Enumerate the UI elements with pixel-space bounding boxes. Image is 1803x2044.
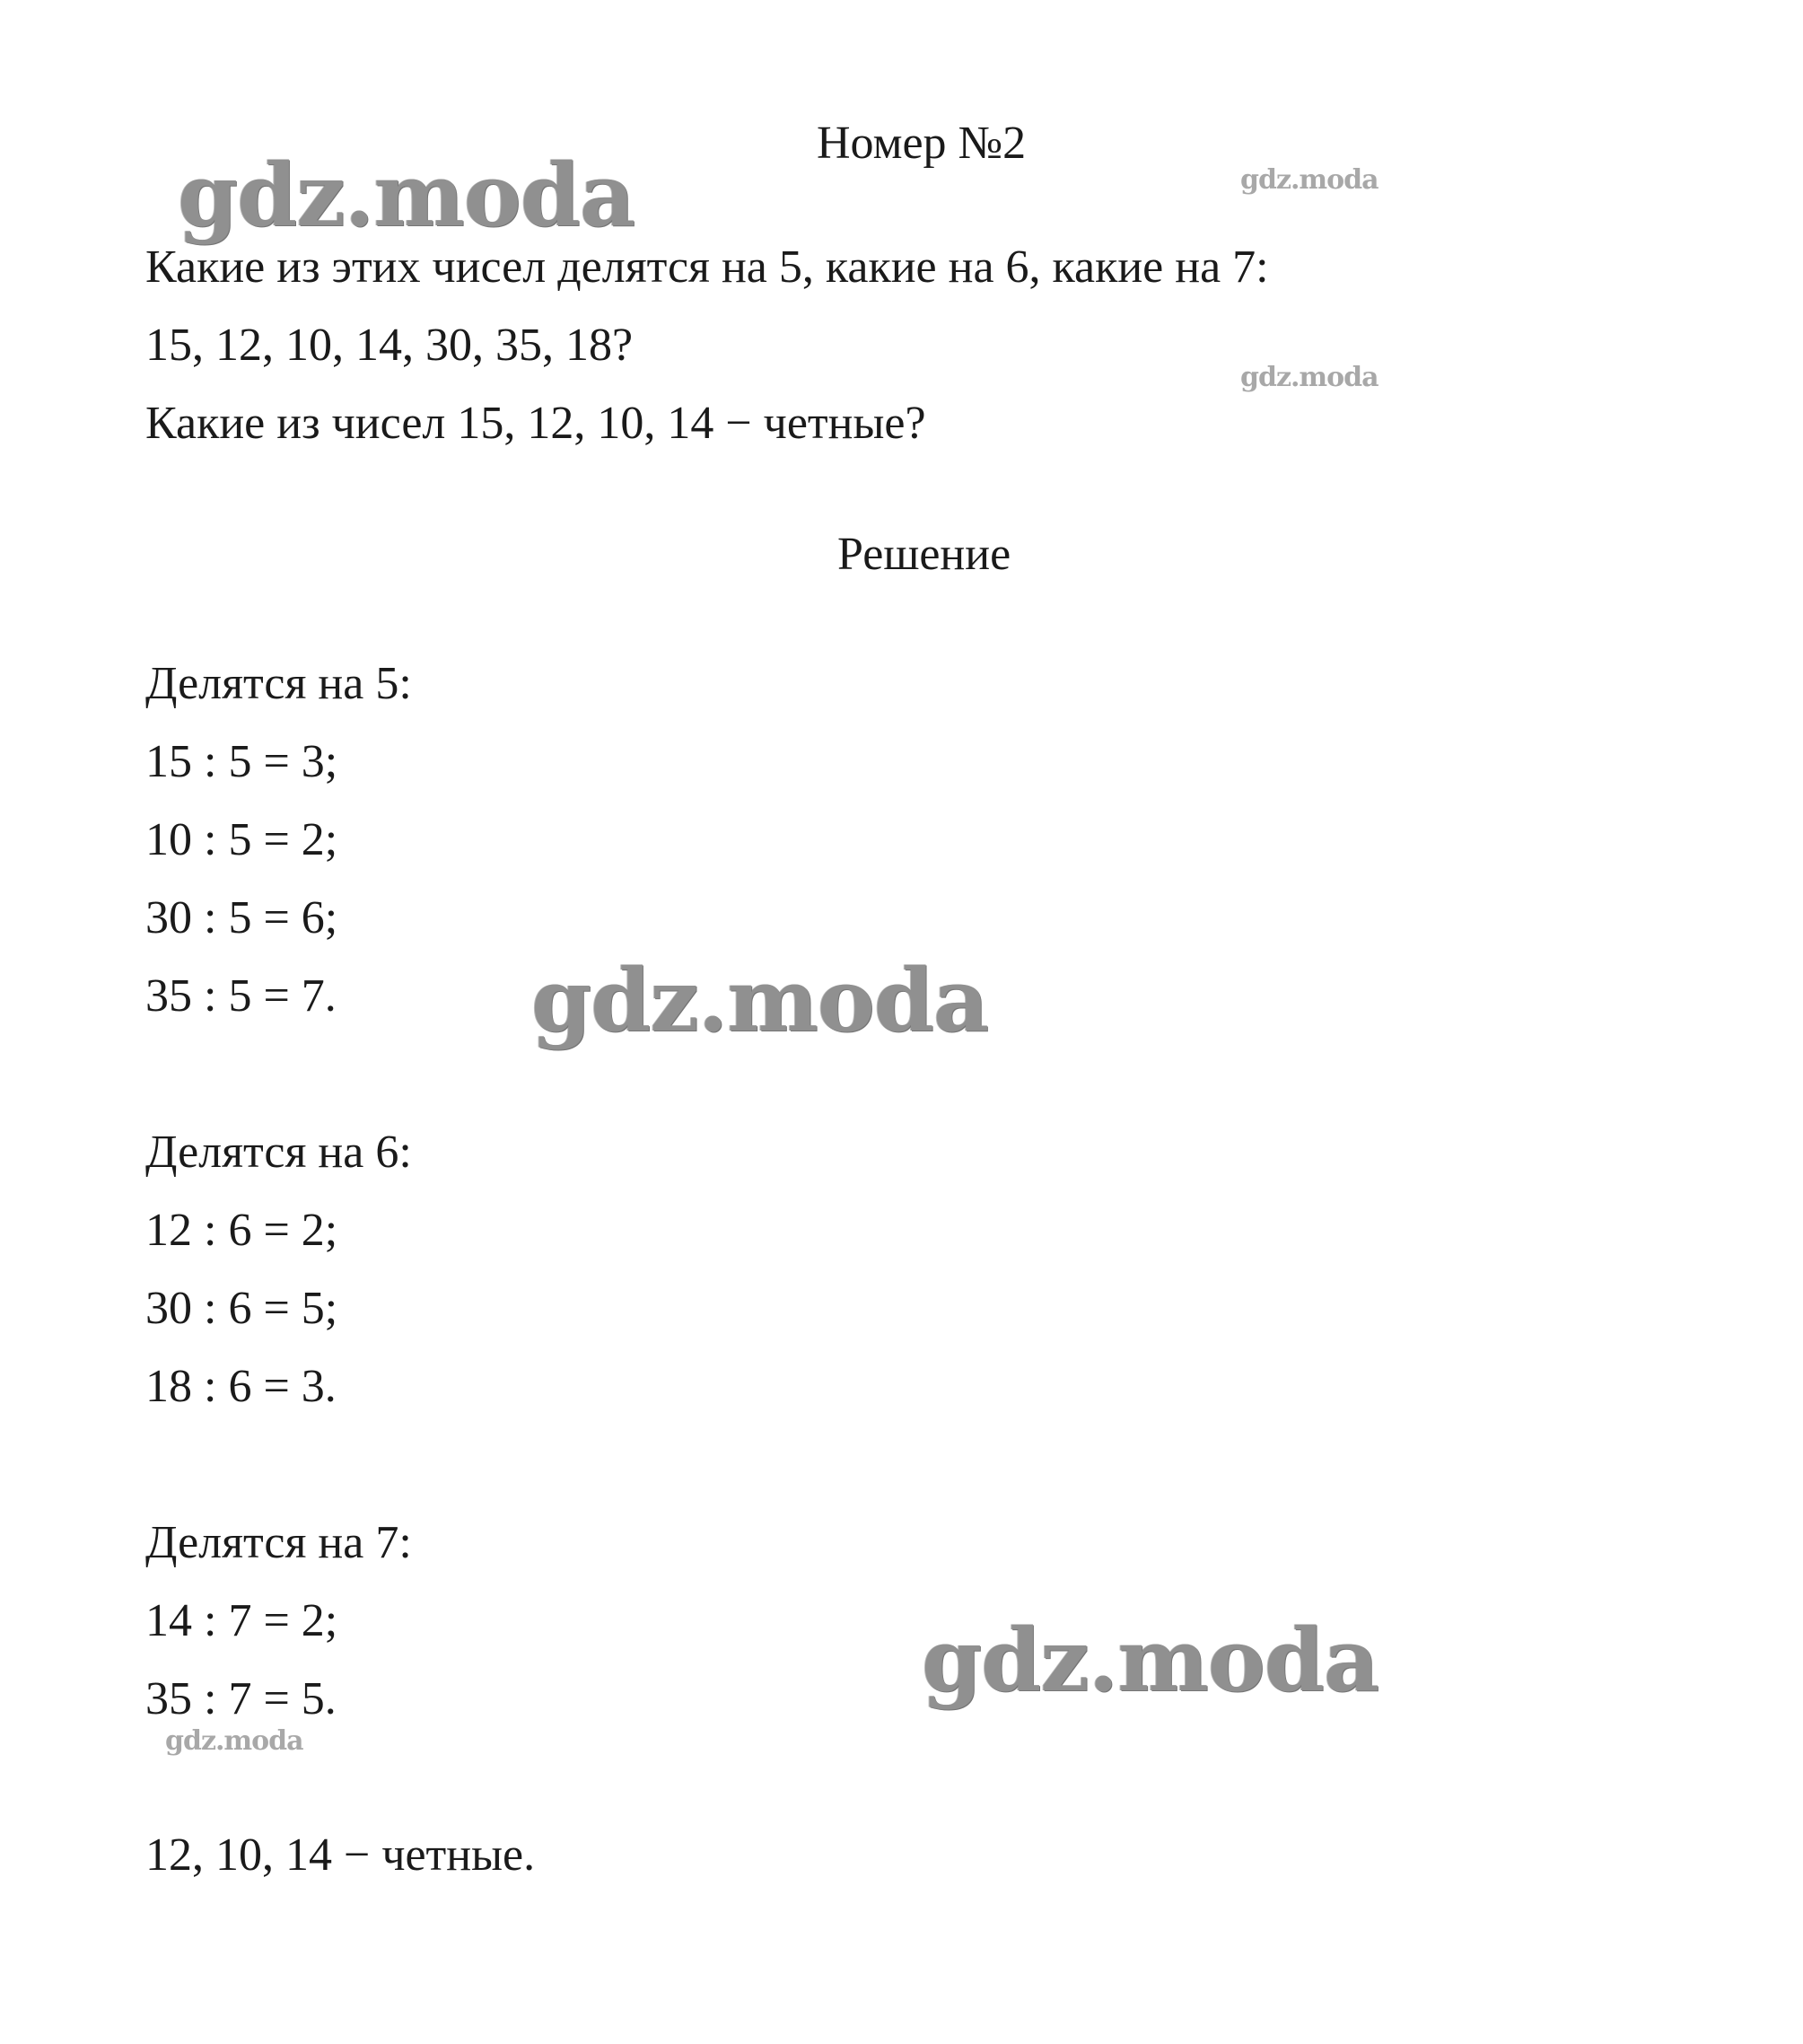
watermark-logo: gdz.moda bbox=[1240, 362, 1379, 393]
even-numbers-answer: 12, 10, 14 − четные. bbox=[145, 1829, 536, 1881]
equation-line: 15 : 5 = 3; bbox=[145, 736, 338, 787]
equation-line: 12 : 6 = 2; bbox=[145, 1205, 338, 1256]
section-heading-div6: Делятся на 6: bbox=[145, 1127, 412, 1178]
equation-line: 18 : 6 = 3. bbox=[145, 1361, 337, 1412]
section-heading-div5: Делятся на 5: bbox=[145, 658, 412, 709]
section-heading-div7: Делятся на 7: bbox=[145, 1517, 412, 1568]
equation-line: 30 : 5 = 6; bbox=[145, 892, 338, 943]
equation-line: 10 : 5 = 2; bbox=[145, 814, 338, 865]
equation-line: 14 : 7 = 2; bbox=[145, 1595, 338, 1646]
equation-line: 30 : 6 = 5; bbox=[145, 1283, 338, 1334]
equation-line: 35 : 7 = 5. bbox=[145, 1673, 337, 1724]
question-line: 15, 12, 10, 14, 30, 35, 18? bbox=[145, 320, 634, 371]
watermark-logo: gdz.moda bbox=[531, 950, 989, 1051]
page-title: Номер №2 bbox=[817, 118, 1027, 169]
watermark-logo: gdz.moda bbox=[1240, 164, 1379, 196]
equation-line: 35 : 5 = 7. bbox=[145, 970, 337, 1022]
watermark-logo: gdz.moda bbox=[178, 145, 635, 246]
watermark-logo: gdz.moda bbox=[922, 1610, 1379, 1711]
question-line: Какие из чисел 15, 12, 10, 14 − четные? bbox=[145, 398, 926, 449]
solution-heading: Решение bbox=[837, 529, 1011, 580]
question-line: Какие из этих чисел делятся на 5, какие на 6, какие на 7: bbox=[145, 241, 1269, 293]
watermark-logo: gdz.moda bbox=[165, 1725, 303, 1757]
